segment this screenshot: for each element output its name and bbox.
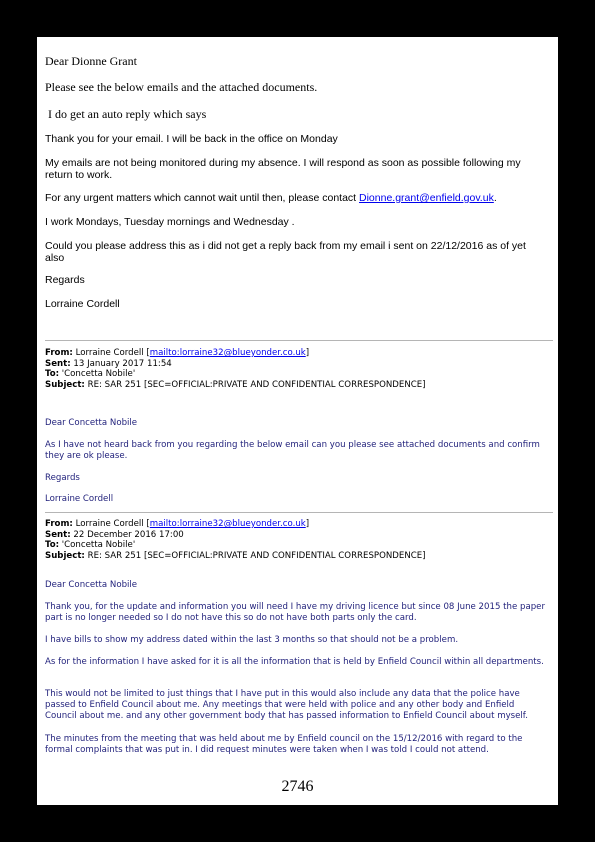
intro-line: Please see the below emails and the attached documents.	[45, 80, 318, 94]
auto-reply-line-2: My emails are not being monitored during my absence. I will respond as soon as possible following my return to work.	[45, 157, 521, 181]
from-name: Lorraine Cordell [	[72, 348, 150, 358]
email-1-regards: Regards	[45, 473, 80, 483]
regards-top: Regards	[45, 274, 85, 286]
sent-value: 13 January 2017 11:54	[70, 358, 172, 369]
greeting-dionne: Dear Dionne Grant	[45, 54, 137, 68]
subject-label: Subject:	[45, 379, 85, 390]
sent-label: Sent:	[45, 358, 71, 369]
from-end: ]	[305, 348, 310, 358]
document-page	[37, 37, 558, 805]
email-link-dionne[interactable]: Dionne.grant@enfield.gov.uk	[359, 192, 494, 204]
urgent-suffix: .	[493, 192, 497, 204]
urgent-contact-line	[45, 192, 548, 204]
to-value: 'Concetta Nobile'	[59, 540, 136, 550]
request-line: Could you please address this as i did not get a reply back from my email i sent on 22/12/2016 as of yet also	[45, 240, 526, 264]
to-label: To:	[45, 369, 60, 379]
email-2-para-1: Thank you, for the update and information you will need I have my driving licence but since 08 June 2015 the paper part is no longer needed so I do not have this so do not have both parts only the card.	[45, 602, 545, 623]
email-1-sent-row	[45, 359, 548, 370]
email-1-signature: Lorraine Cordell	[45, 494, 114, 504]
email-2-subject-row	[45, 551, 548, 562]
from-end: ]	[305, 519, 310, 529]
email-2-para-5: The minutes from the meeting that was held about me by Enfield council on the 15/12/2016 with regard to the formal complaints that was put in. I did request minutes were taken when I was told I could not attend.	[45, 734, 523, 755]
sent-value: 22 December 2016 17:00	[70, 529, 184, 540]
subject-label: Subject:	[45, 550, 85, 561]
urgent-prefix: For any urgent matters which cannot wait until then, please contact	[45, 192, 360, 204]
divider-2	[45, 512, 553, 513]
email-1-body: As I have not heard back from you regarding the below email can you please see attached documents and confirm they are ok please.	[45, 440, 540, 461]
email-2-to-row	[45, 540, 548, 551]
divider-1	[45, 340, 553, 341]
email-1-to-row	[45, 369, 548, 380]
email-1-subject-row	[45, 380, 548, 391]
to-label: To:	[45, 540, 60, 550]
auto-reply-line-1: Thank you for your email. I will be back in the office on Monday	[45, 133, 338, 145]
email-1-header	[45, 348, 548, 390]
email-2-from-row	[45, 519, 548, 530]
email-1-greeting: Dear Concetta Nobile	[45, 418, 138, 428]
email-2-sent-row	[45, 530, 548, 541]
from-label: From:	[45, 519, 73, 529]
subject-value: RE: SAR 251 [SEC=OFFICIAL:PRIVATE AND CONFIDENTIAL CORRESPONDENCE]	[84, 379, 426, 390]
page-number: 2746	[281, 778, 314, 795]
mailto-link[interactable]: mailto:lorraine32@blueyonder.co.uk	[149, 519, 306, 529]
email-1-from-row	[45, 348, 548, 359]
email-2-para-4: This would not be limited to just things that I have put in this would also include any data that the police have passed to Enfield Council about me. Any meetings that were held with police and any other body and Enfield Council about me. and any other government body that has passed information to Enfield Council about myself.	[45, 689, 528, 721]
email-2-para-2: I have bills to show my address dated within the last 3 months so that should not be a problem.	[45, 635, 459, 645]
from-label: From:	[45, 348, 73, 358]
email-2-para-3: As for the information I have asked for it is all the information that is held by Enfield Council within all departments.	[45, 657, 544, 667]
sent-label: Sent:	[45, 529, 71, 540]
email-2-greeting: Dear Concetta Nobile	[45, 580, 138, 590]
work-days-line: I work Mondays, Tuesday mornings and Wednesday .	[45, 216, 295, 228]
mailto-link[interactable]: mailto:lorraine32@blueyonder.co.uk	[149, 348, 306, 358]
subject-value: RE: SAR 251 [SEC=OFFICIAL:PRIVATE AND CONFIDENTIAL CORRESPONDENCE]	[84, 550, 426, 561]
to-value: 'Concetta Nobile'	[59, 369, 136, 379]
signature-top: Lorraine Cordell	[45, 298, 120, 310]
from-name: Lorraine Cordell [	[72, 519, 150, 529]
auto-reply-intro: I do get an auto reply which says	[45, 107, 207, 121]
email-2-header	[45, 519, 548, 561]
